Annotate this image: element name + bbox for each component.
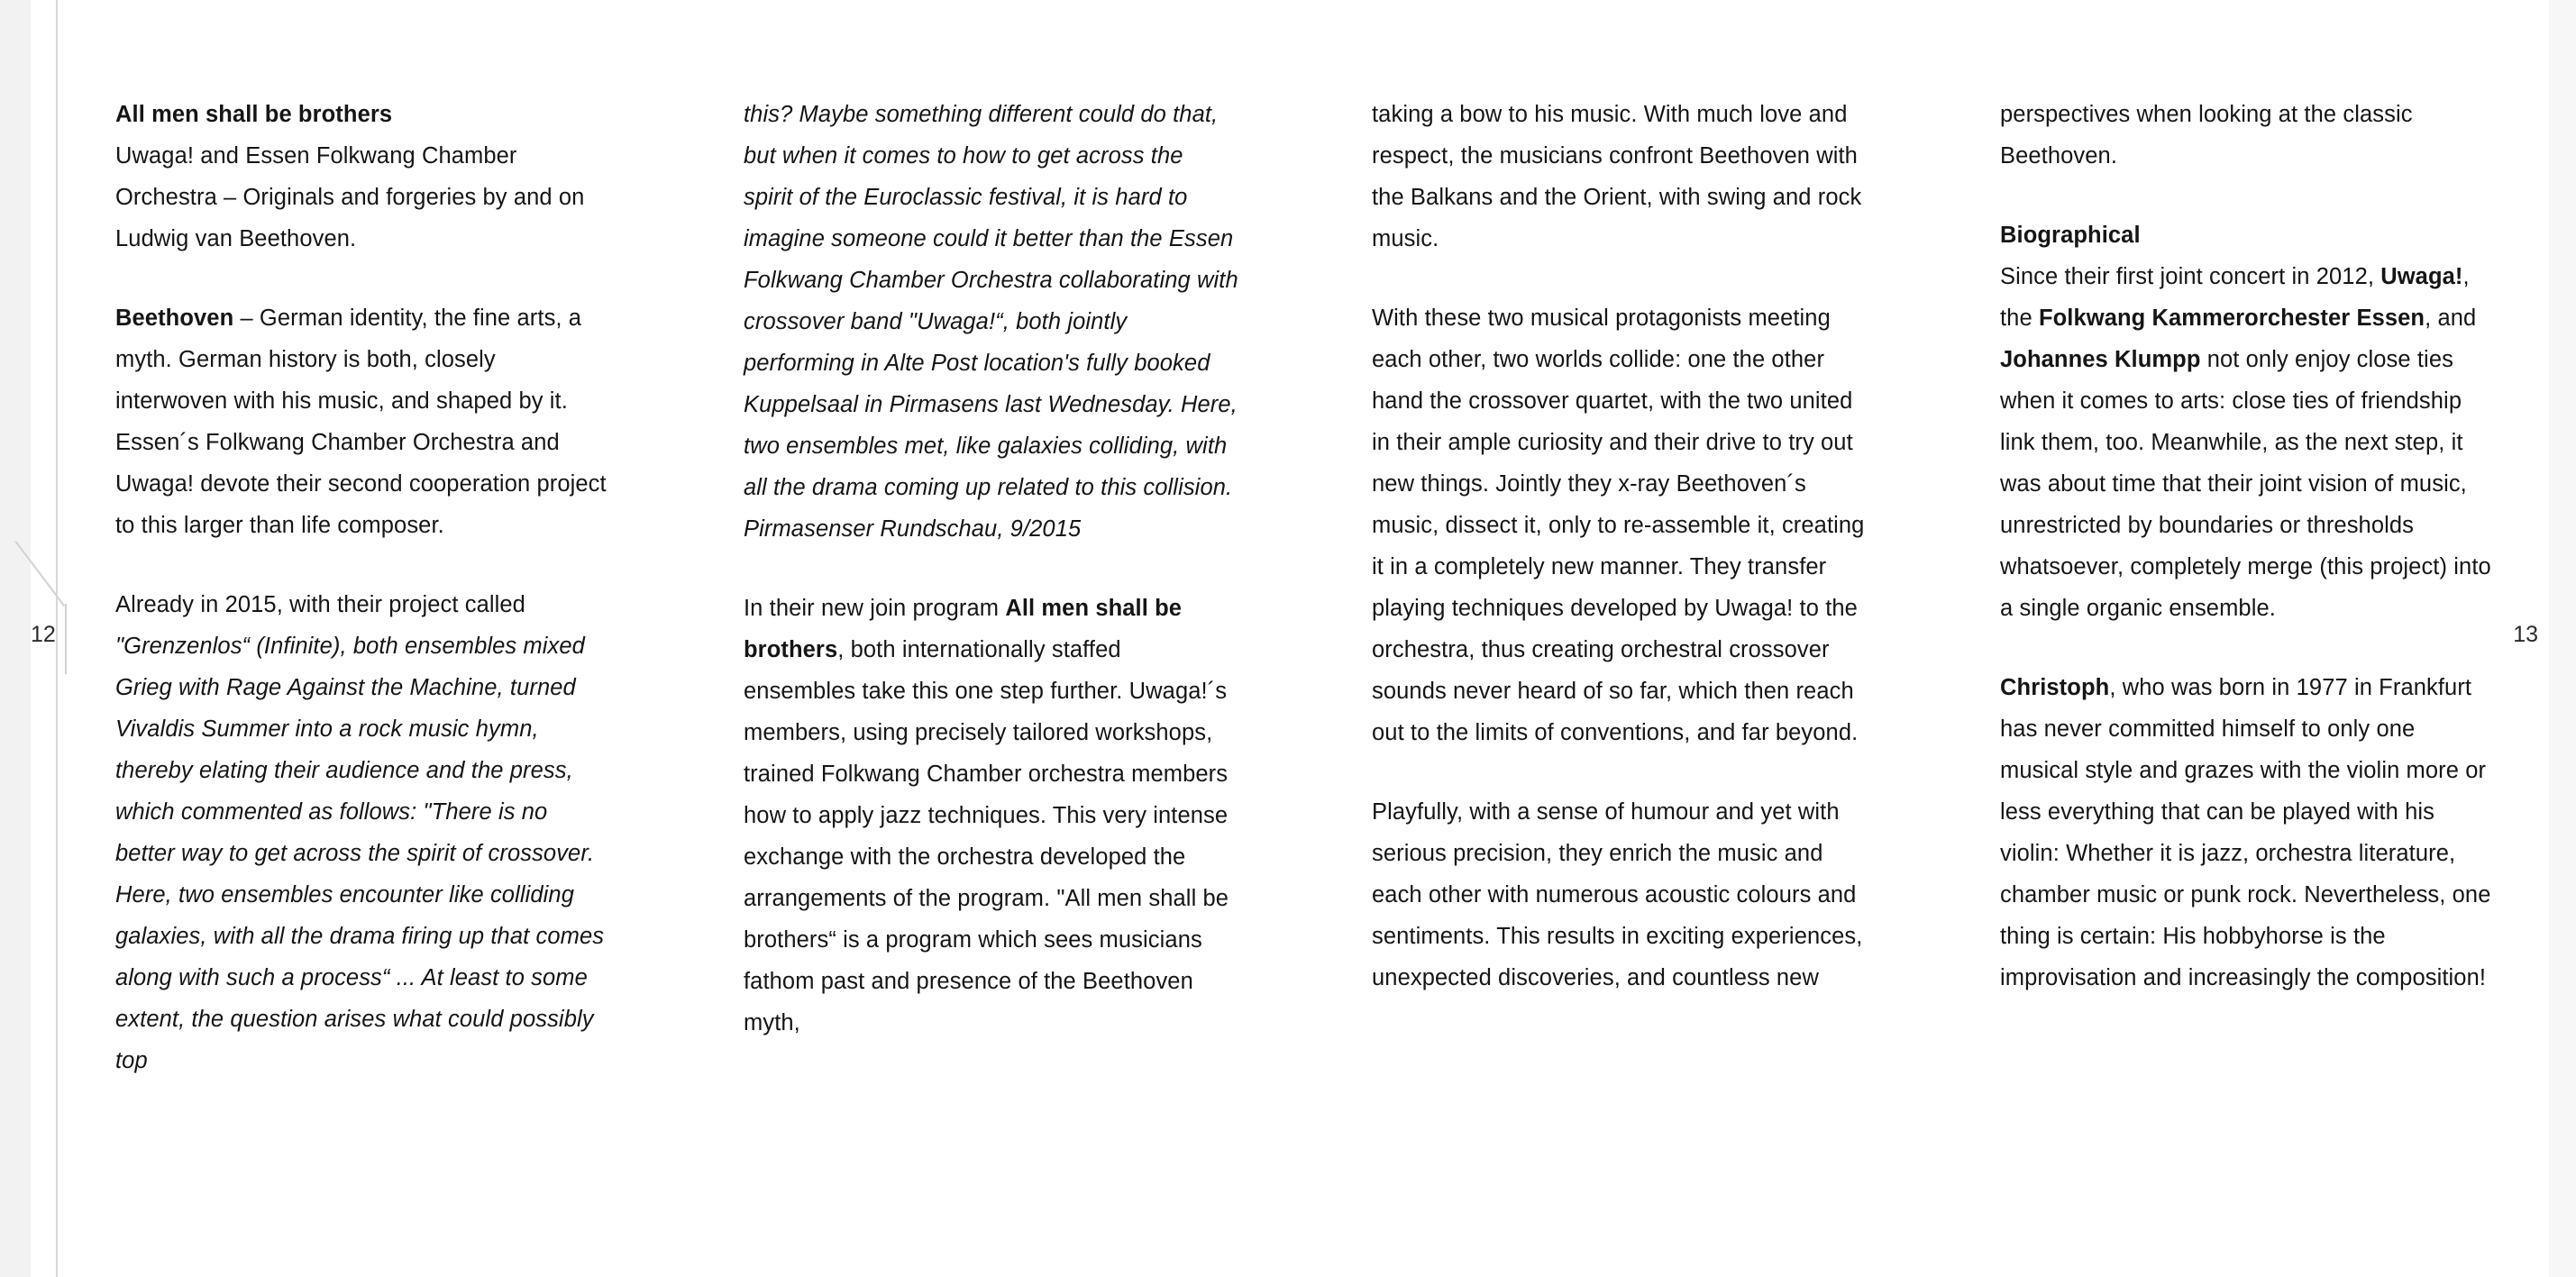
new-program-title: All men shall be brothers [744,596,1183,662]
page-edge-right [2549,0,2576,1277]
paragraph-playfully: Playfully, with a sense of humour and yet with serious precision, they enrich the music and each other with numerous acoustic colours and sentiments. This results in exciting experiences, unexpected discoveries, and countless new [1372,799,1863,990]
beethoven-lead: Beethoven [115,306,234,331]
paragraph-bow: taking a bow to his music. With much love and respect, the musicians confront Beethoven with the Balkans and the Orient, with swing and rock music. [1372,102,1862,251]
paragraph-perspectives: perspectives when looking at the classic Beethoven. [2000,102,2413,169]
biographical-mid1: , the [2000,264,2470,331]
folded-corner-decoration [16,541,67,667]
biographical-orchestra: Folkwang Kammerorchester Essen [2038,306,2425,331]
page-number-left: 12 [31,622,56,647]
biographical-uwaga: Uwaga! [2380,264,2463,289]
paragraph-christoph [2000,667,2495,999]
fold-vertical-line [65,604,67,674]
paragraph-intro [115,94,610,260]
page-number-right: 13 [2513,622,2538,647]
quote-source: Pirmasenser Rundschau, 9/2015 [744,516,1082,542]
text-column-1 [115,94,610,1193]
christoph-name: Christoph [2000,675,2110,700]
text-column-4 [2000,94,2495,1193]
biographical-conductor: Johannes Klumpp [2000,347,2201,372]
new-program-post: , both internationally staffed ensembles take this one step further. Uwaga!´s members, using precisely tailored workshops, trained Folkwang Chamber orchestra members how to apply jazz techniques. This very intense exchange with the orchestra developed the arrangements of the program. "All men shall be brothers“ is a program which sees musicians fathom past and presence of the Beethoven myth, [744,637,1229,1035]
new-program-pre: In their new join program [744,596,1006,621]
text-columns [115,94,2495,1193]
paragraph-quote-continued: this? Maybe something different could do that, but when it comes to how to get across the spirit of the Euroclassic festival, it is hard to imagine someone could it better than the Essen Folkwang Chamber Orchestra collaborating with crossover band "Uwaga!“, both jointly performing in Alte Post location's fully booked Kuppelsaal in Pirmasens last Wednesday. Here, two ensembles met, like galaxies colliding, with all the drama coming up related to this collision. [744,102,1238,500]
intro-lead: All men shall be brothers [115,102,393,127]
paragraph-new-program [744,588,1238,1044]
paragraph-beethoven [115,297,610,546]
biographical-mid2: , and [2425,306,2477,331]
text-column-2 [744,94,1238,1193]
biographical-post: not only enjoy close ties when it comes to arts: close ties of friendship link them, too. Meanwhile, as the next step, it was about time that their joint vision of music, unrestricted by boundaries or thresholds whatsoever, completely merge (this project) into a single organic ensemble. [2000,347,2491,621]
paragraph-protagonists: With these two musical protagonists meeting each other, two worlds collide: one the other hand the crossover quartet, with the two united in their ample curiosity and their drive to try out new things. Jointly they x-ray Beethoven´s music, dissect it, only to re-assemble it, creating it in a completely new manner. They transfer playing techniques developed by Uwaga! to the orchestra, thus creating orchestral crossover sounds never heard of so far, which then reach out to the limits of conventions, and far beyond. [1372,306,1865,745]
grenzenlos-quote: "Grenzenlos“ (Infinite), both ensembles mixed Grieg with Rage Against the Machine, turned Vivaldis Summer into a rock music hymn, thereby elating their audience and the press, which commented as follows: "There is no better way to get across the spirit of crossover. Here, two ensembles encounter like colliding galaxies, with all the drama firing up that comes along with such a process“ ... At least to some extent, the question arises what could possibly top [115,634,605,1073]
fold-diagonal-line [14,541,65,607]
text-column-3 [1372,94,1867,1193]
intro-body: Uwaga! and Essen Folkwang Chamber Orchestra – Originals and forgeries by and on Ludwig van Beethoven. [115,143,585,251]
beethoven-body: – German identity, the fine arts, a myth. German history is both, closely interwoven with his music, and shaped by it. Essen´s Folkwang Chamber Orchestra and Uwaga! devote their second cooperation project to this larger than life composer. [115,306,607,538]
biographical-heading: Biographical [2000,223,2141,248]
christoph-body: , who was born in 1977 in Frankfurt has never committed himself to only one musical style and grazes with the violin more or less everything that can be played with his violin: Whether it is jazz, orchestra literature, chamber music or punk rock. Nevertheless, one thing is certain: His hobbyhorse is the improvisation and increasingly the composition! [2000,675,2491,990]
paragraph-grenzenlos [115,584,610,1081]
paragraph-biographical [2000,214,2495,629]
grenzenlos-intro: Already in 2015, with their project called [115,592,525,617]
biographical-pre: Since their first joint concert in 2012, [2000,264,2381,289]
